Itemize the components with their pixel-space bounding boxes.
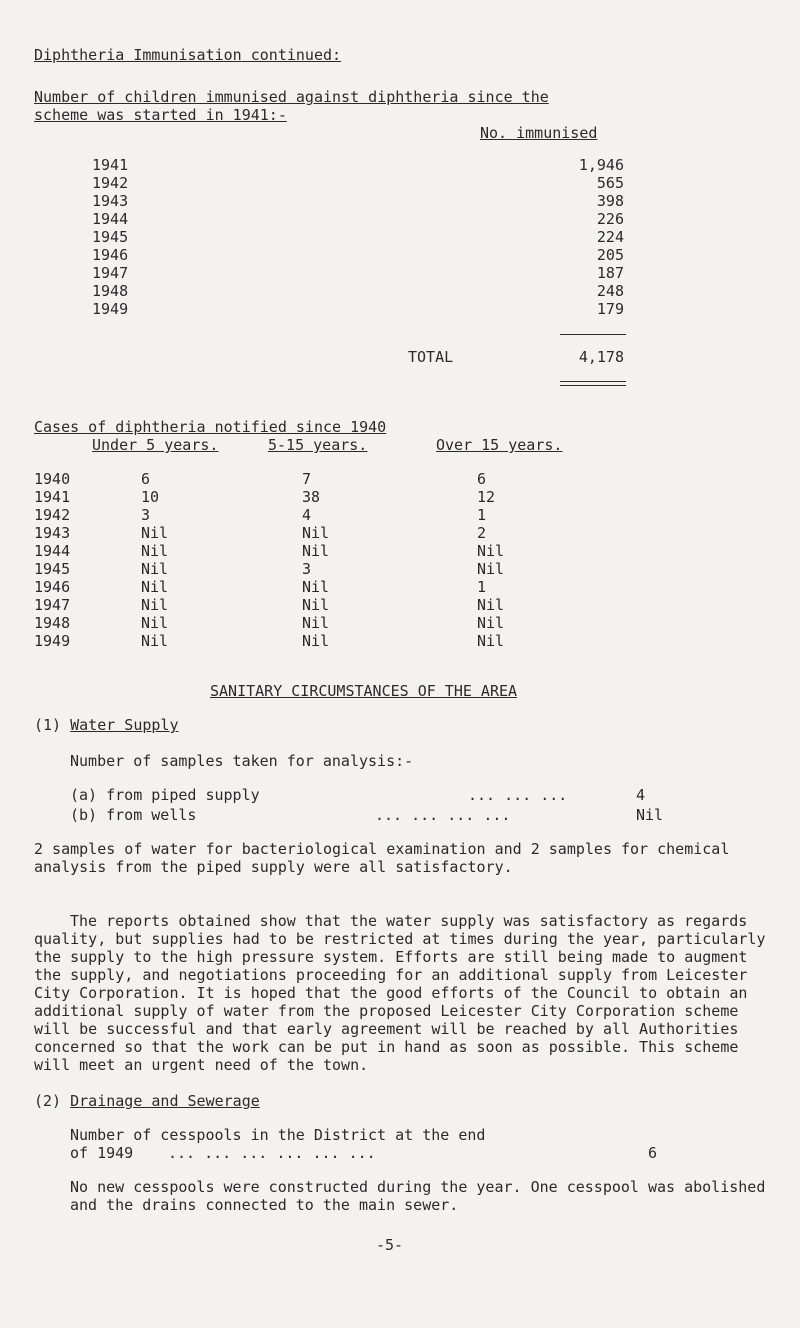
table-row xyxy=(0,560,800,578)
under-5-cell: Nil xyxy=(141,542,169,560)
year-cell: 1949 xyxy=(92,300,129,318)
year-cell: 1942 xyxy=(34,506,71,524)
water-supply-heading xyxy=(34,716,179,734)
under-5-cell: 3 xyxy=(141,506,151,524)
sample-label: (b) from wells xyxy=(70,806,197,824)
under-5-cell: Nil xyxy=(141,596,169,614)
under-5-cell: Nil xyxy=(141,632,169,650)
5-15-cell: Nil xyxy=(302,632,330,650)
table-row xyxy=(0,228,800,246)
under-5-cell: 10 xyxy=(141,488,160,506)
over-15-cell: Nil xyxy=(477,560,505,578)
under-5-cell: Nil xyxy=(141,524,169,542)
table-row xyxy=(0,174,800,192)
total-value: 4,178 xyxy=(578,348,624,366)
value-cell: 1,946 xyxy=(578,156,624,174)
year-cell: 1948 xyxy=(92,282,129,300)
table-row xyxy=(0,246,800,264)
year-cell: 1947 xyxy=(34,596,71,614)
item-number: (2) xyxy=(34,1092,62,1110)
table-row xyxy=(0,632,800,650)
cases-title: Cases of diphtheria notified since 1940 xyxy=(34,418,387,436)
total-double-rule xyxy=(560,381,626,386)
over-15-cell: 2 xyxy=(477,524,487,542)
sample-leader: ... ... ... ... xyxy=(375,806,511,824)
table-row xyxy=(0,596,800,614)
cases-header-row xyxy=(0,436,800,454)
table-row xyxy=(0,192,800,210)
cesspools-line-1: Number of cesspools in the District at the end xyxy=(70,1126,486,1144)
over-15-cell: 6 xyxy=(477,470,487,488)
5-15-cell: Nil xyxy=(302,524,330,542)
sample-label: (a) from piped supply xyxy=(70,786,260,804)
table-row xyxy=(0,488,800,506)
table-row xyxy=(0,300,800,318)
water-paragraph-2: The reports obtained show that the water supply was satisfactory as regards quality, but supplies had to be restricted at times during the year, particularly the supply to the high pressure system. Efforts are still being made to augment the supply, and negotiations proceeding for an additional supply from Leicester City Corporation. It is hoped that the good efforts of the Council to obtain an additional supply of water from the proposed Leicester City Corporation scheme will be successful and that early agreement will be reached by all Authorities concerned so that the work can be put in hand as soon as possible. This scheme will meet an urgent need of the town. xyxy=(34,912,766,1074)
table-row xyxy=(0,506,800,524)
cesspools-value: 6 xyxy=(648,1144,658,1162)
cesspools-label: of 1949 xyxy=(70,1144,134,1162)
drainage-heading xyxy=(34,1092,260,1110)
5-15-cell: Nil xyxy=(302,542,330,560)
over-15-cell: Nil xyxy=(477,596,505,614)
water-supply-title: Water Supply xyxy=(70,716,179,734)
5-15-cell: 3 xyxy=(302,560,312,578)
header-under-5: Under 5 years. xyxy=(92,436,219,454)
value-cell: 226 xyxy=(596,210,624,228)
table-row xyxy=(0,470,800,488)
drainage-paragraph: No new cesspools were constructed during the year. One cesspool was abolished and the drains connected to the main sewer. xyxy=(70,1178,766,1214)
year-cell: 1944 xyxy=(92,210,129,228)
value-cell: 205 xyxy=(596,246,624,264)
header-5-15: 5-15 years. xyxy=(268,436,368,454)
year-cell: 1943 xyxy=(92,192,129,210)
drainage-title: Drainage and Sewerage xyxy=(70,1092,260,1110)
subtotal-rule xyxy=(560,334,626,335)
sample-item-wells xyxy=(0,806,800,824)
year-cell: 1944 xyxy=(34,542,71,560)
value-cell: 565 xyxy=(596,174,624,192)
water-paragraph-1: 2 samples of water for bacteriological examination and 2 samples for chemical analysis from the piped supply were all satisfactory. xyxy=(34,840,730,876)
cesspools-line-2 xyxy=(0,1144,800,1162)
immunised-title-line2: scheme was started in 1941:- xyxy=(34,106,287,124)
5-15-cell: Nil xyxy=(302,596,330,614)
immunised-column-header: No. immunised xyxy=(480,124,598,142)
under-5-cell: Nil xyxy=(141,578,169,596)
over-15-cell: Nil xyxy=(477,542,505,560)
year-cell: 1940 xyxy=(34,470,71,488)
under-5-cell: Nil xyxy=(141,614,169,632)
samples-intro: Number of samples taken for analysis:- xyxy=(70,752,414,770)
value-cell: 187 xyxy=(596,264,624,282)
year-cell: 1945 xyxy=(92,228,129,246)
sample-item-piped xyxy=(0,786,800,804)
5-15-cell: Nil xyxy=(302,614,330,632)
year-cell: 1946 xyxy=(34,578,71,596)
value-cell: 224 xyxy=(596,228,624,246)
year-cell: 1941 xyxy=(34,488,71,506)
sample-value: Nil xyxy=(636,806,664,824)
table-row xyxy=(0,542,800,560)
year-cell: 1943 xyxy=(34,524,71,542)
over-15-cell: 1 xyxy=(477,578,487,596)
section-heading: Diphtheria Immunisation continued: xyxy=(34,46,342,64)
immunised-title-line1: Number of children immunised against diphtheria since the xyxy=(34,88,549,106)
table-row xyxy=(0,282,800,300)
sanitary-title: SANITARY CIRCUMSTANCES OF THE AREA xyxy=(210,682,518,700)
year-cell: 1946 xyxy=(92,246,129,264)
table-row xyxy=(0,210,800,228)
over-15-cell: 12 xyxy=(477,488,496,506)
table-row xyxy=(0,524,800,542)
year-cell: 1941 xyxy=(92,156,129,174)
table-row xyxy=(0,578,800,596)
cesspools-leader: ... ... ... ... ... ... xyxy=(168,1144,376,1162)
year-cell: 1948 xyxy=(34,614,71,632)
page-number: -5- xyxy=(376,1236,404,1254)
table-row xyxy=(0,614,800,632)
under-5-cell: 6 xyxy=(141,470,151,488)
table-row xyxy=(0,156,800,174)
item-number: (1) xyxy=(34,716,62,734)
5-15-cell: 38 xyxy=(302,488,321,506)
5-15-cell: Nil xyxy=(302,578,330,596)
value-cell: 248 xyxy=(596,282,624,300)
5-15-cell: 7 xyxy=(302,470,312,488)
header-over-15: Over 15 years. xyxy=(436,436,563,454)
total-row xyxy=(0,348,800,366)
table-row xyxy=(0,264,800,282)
over-15-cell: Nil xyxy=(477,614,505,632)
value-cell: 179 xyxy=(596,300,624,318)
sample-value: 4 xyxy=(636,786,646,804)
year-cell: 1949 xyxy=(34,632,71,650)
5-15-cell: 4 xyxy=(302,506,312,524)
over-15-cell: Nil xyxy=(477,632,505,650)
year-cell: 1942 xyxy=(92,174,129,192)
sample-leader: ... ... ... xyxy=(468,786,568,804)
under-5-cell: Nil xyxy=(141,560,169,578)
value-cell: 398 xyxy=(596,192,624,210)
year-cell: 1947 xyxy=(92,264,129,282)
over-15-cell: 1 xyxy=(477,506,487,524)
year-cell: 1945 xyxy=(34,560,71,578)
total-label: TOTAL xyxy=(408,348,454,366)
